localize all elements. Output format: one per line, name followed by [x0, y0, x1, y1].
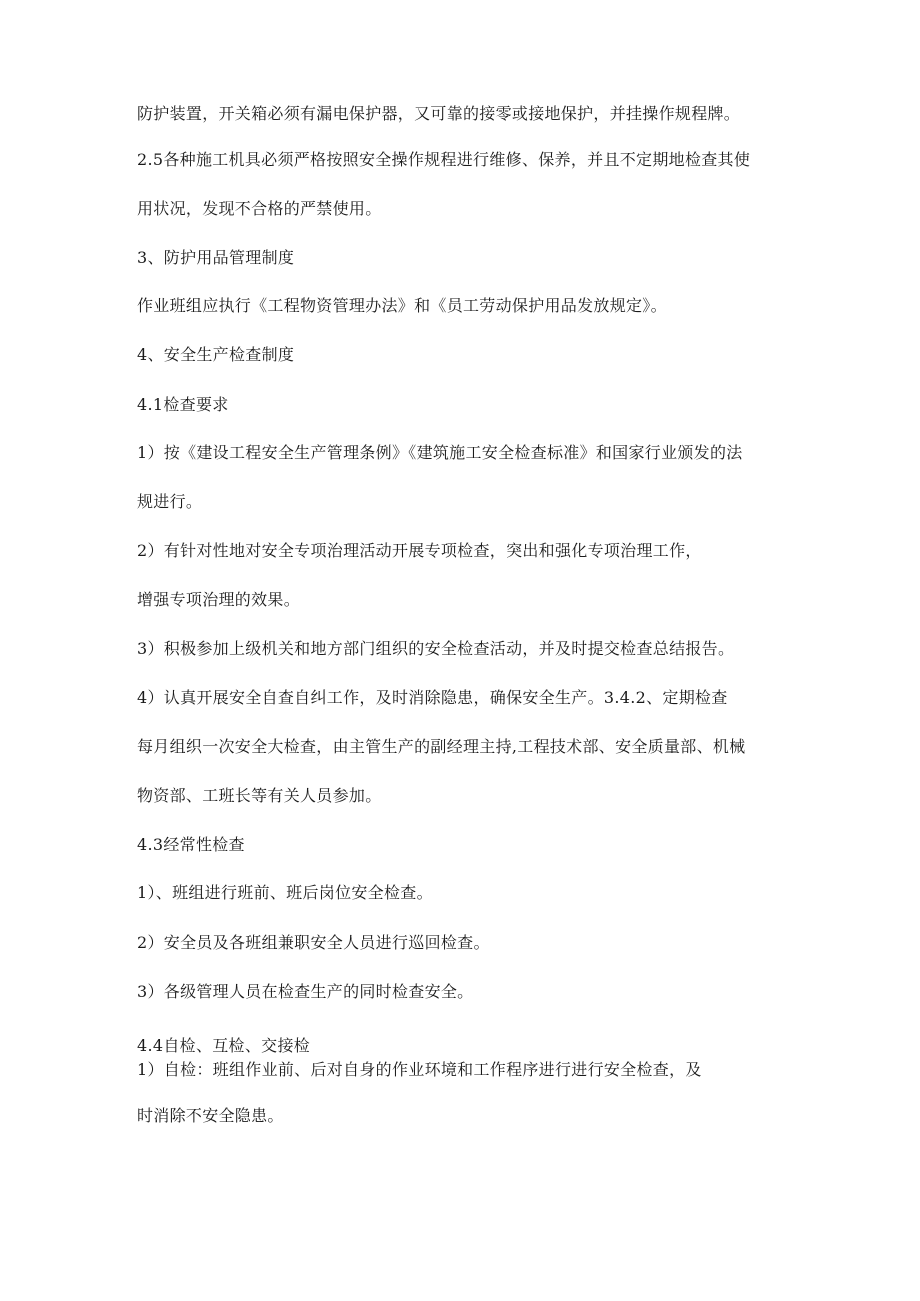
subsection-heading: 4.1检查要求: [137, 395, 229, 414]
text-line: 物资部、工班长等有关人员参加。: [137, 786, 382, 805]
text-line: 时消除不安全隐患。: [137, 1106, 284, 1125]
text-line: 用状况，发现不合格的严禁使用。: [137, 199, 382, 218]
text-line: 每月组织一次安全大检查，由主管生产的副经理主持,工程技术部、安全质量部、机械: [137, 737, 746, 756]
text-line: 2）有针对性地对安全专项治理活动开展专项检查，突出和强化专项治理工作，: [137, 541, 702, 560]
subsection-heading: 4.3经常性检查: [137, 835, 245, 854]
text-line: 2）安全员及各班组兼职安全人员进行巡回检查。: [137, 933, 490, 952]
section-heading: 3、防护用品管理制度: [137, 248, 295, 267]
text-line: 1）自检：班组作业前、后对自身的作业环境和工作程序进行进行安全检查，及: [137, 1060, 702, 1079]
text-line: 防护装置，开关箱必须有漏电保护器，又可靠的接零或接地保护，并挂操作规程牌。: [137, 104, 741, 123]
text-line: 1）按《建设工程安全生产管理条例》《建筑施工安全检查标准》和国家行业颁发的法: [137, 443, 743, 462]
text-line: 规进行。: [137, 492, 203, 511]
text-line: 3）积极参加上级机关和地方部门组织的安全检查活动，并及时提交检查总结报告。: [137, 639, 735, 658]
text-line: 增强专项治理的效果。: [137, 590, 301, 609]
text-line: 作业班组应执行《工程物资管理办法》和《员工劳动保护用品发放规定》。: [137, 296, 667, 315]
section-heading: 4、安全生产检查制度: [137, 345, 295, 364]
text-line: 3）各级管理人员在检查生产的同时检查安全。: [137, 982, 474, 1001]
subsection-heading: 4.4自检、互检、交接检: [137, 1036, 311, 1055]
text-line: 1）、班组进行班前、班后岗位安全检查。: [137, 883, 433, 902]
text-line: 4）认真开展安全自查自纠工作，及时消除隐患，确保安全生产。3.4.2、定期检查: [137, 688, 728, 707]
text-line: 2.5各种施工机具必须严格按照安全操作规程进行维修、保养，并且不定期地检查其使: [137, 150, 751, 169]
